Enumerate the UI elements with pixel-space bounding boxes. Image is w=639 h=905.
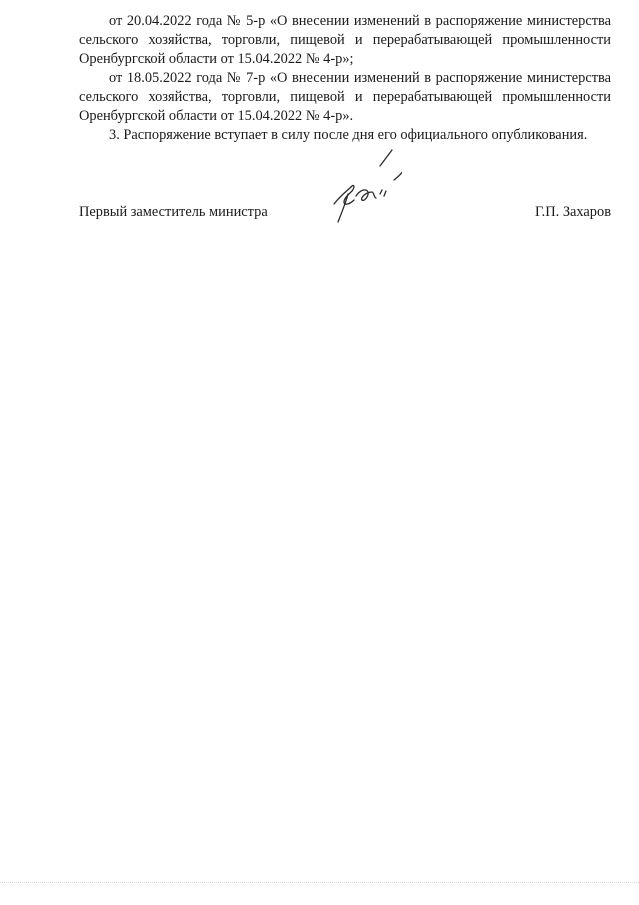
signer-name: Г.П. Захаров: [534, 204, 611, 220]
signer-position: Первый заместитель министра: [79, 204, 268, 220]
paragraph-amendment-2: от 18.05.2022 года № 7-р «О внесении изменений в распоряжение министерства сельского хозяйства, торговли, пищевой и перерабатывающей промышленности Оренбургской области от 15.04.2022 № 4-р».: [79, 70, 611, 124]
scan-edge-line: [0, 882, 639, 885]
paragraph-amendment-1: от 20.04.2022 года № 5-р «О внесении изменений в распоряжение министерства сельского хозяйства, торговли, пищевой и перерабатывающей промышленности Оренбургской области от 15.04.2022 № 4-р»;: [79, 13, 611, 67]
signature-block: [79, 200, 611, 224]
document-body: [79, 12, 611, 145]
paragraph-effective-date: 3. Распоряжение вступает в силу после дня его официального опубликования.: [109, 127, 588, 143]
